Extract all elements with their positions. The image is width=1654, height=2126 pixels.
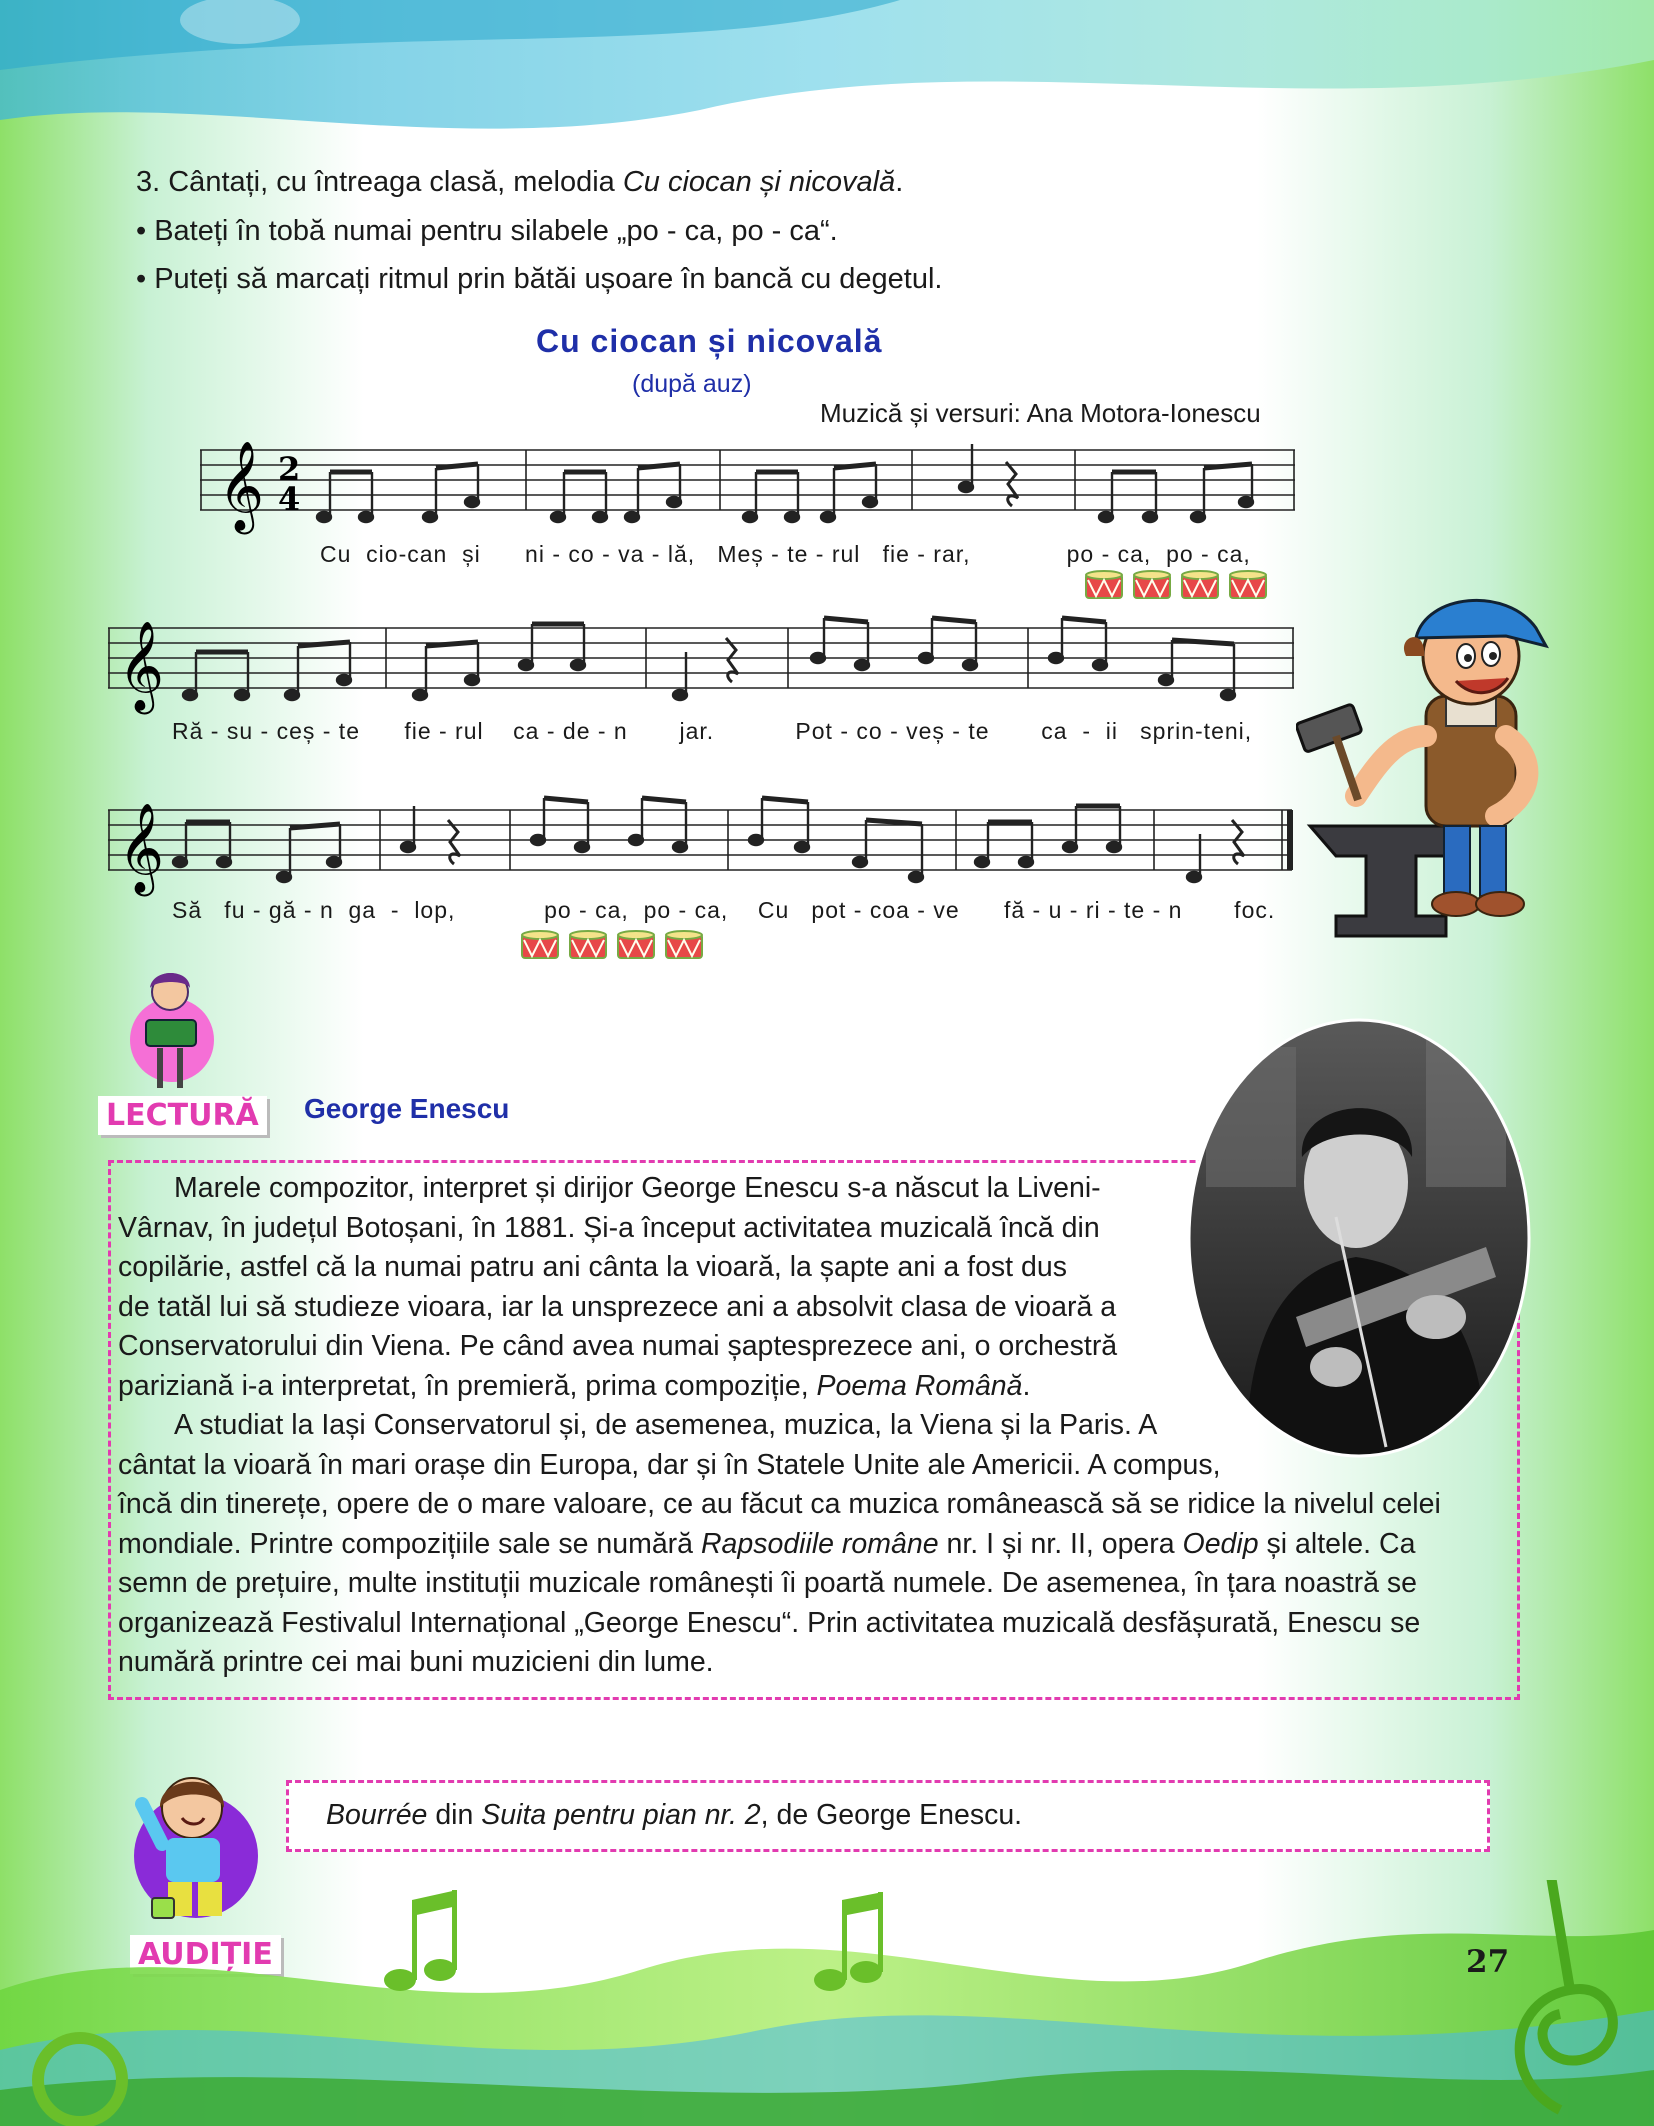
quarter-rest [448, 820, 460, 864]
drum-icon [1182, 571, 1218, 598]
lectura-badge: LECTURĂ [98, 1096, 267, 1135]
music-note-icon [384, 1890, 457, 1991]
reading-paragraph-2: A studiat la Iași Conservatorul și, de asemenea, muzica, la Viena și la Paris. A cântat la vioară în mari orașe din Europa, dar și în Statele Unite ale Americii. A compus, încă din tinerețe, opere de o mare valoare, ce au făcut ca muzica românească să se ridice la nivelul celei mondiale. Printre compozițiile sale se numără Rapsodiile române nr. I și nr. II, opera Oedip și altele. Ca semn de prețuire, multe instituții muzicale românești îi poartă numele. De asemenea, în țara noastră se organizează Festivalul Internațional „George Enescu“. Prin activitatea muzicală desfășurată, Enescu se numără printre cei mai buni muzicieni din lume. [118, 1409, 1441, 1678]
drums-row-1 [1082, 568, 1278, 604]
song-credit: Muzică și versuri: Ana Motora-Ionescu [820, 398, 1261, 428]
quarter-rest [726, 638, 738, 682]
drum-icon [522, 931, 558, 958]
treble-clef-icon: 𝄞 [118, 621, 165, 711]
drum-icon [1086, 571, 1122, 598]
lyrics-line-1: Cu cio-can și ni - co - va - lă, Meș - te - rul fie - rar, po - ca, po - ca, [320, 541, 1251, 567]
music-staff-1 [200, 420, 1300, 540]
song-subtitle: (după auz) [632, 370, 752, 398]
svg-text:2: 2 [278, 450, 301, 488]
eighth-notes-m1 [317, 464, 479, 522]
audition-text: Bourrée din Suita pentru pian nr. 2, de George Enescu. [326, 1799, 1023, 1831]
treble-clef-icon: 𝄞 [118, 803, 165, 893]
drum-icon [570, 931, 606, 958]
lectura-title: George Enescu [304, 1093, 510, 1124]
drum-icon [1230, 571, 1266, 598]
bottom-wave-decoration [0, 1880, 1654, 2126]
drums-row-2 [518, 928, 714, 964]
music-staff-2 [108, 600, 1308, 720]
instruction-line-3: • Puteți să marcați ritmul prin bătăi ușoare în bancă cu degetul. [136, 263, 943, 295]
instruction-line-2: • Bateți în tobă numai pentru silabele „po - ca, po - ca“. [136, 215, 838, 247]
blacksmith-illustration [1296, 586, 1564, 946]
treble-clef-icon: 𝄞 [218, 441, 265, 531]
eighth-notes-m2 [551, 464, 681, 522]
auditie-badge: AUDIȚIE [130, 1935, 281, 1974]
song-title: Cu ciocan și nicovală [536, 323, 883, 359]
svg-text:4: 4 [278, 480, 301, 518]
quarter-note-m4 [959, 444, 973, 492]
eighth-notes-m3 [743, 464, 877, 522]
drum-icon [666, 931, 702, 958]
reading-girl-icon [116, 968, 222, 1096]
page-number: 27 [1466, 1944, 1510, 1980]
top-wave-decoration [0, 0, 1654, 170]
quarter-rest-m4 [1006, 462, 1018, 506]
drum-icon [618, 931, 654, 958]
reading-paragraph-1: Marele compozitor, interpret și dirijor George Enescu s-a născut la Liveni- Vârnav, în județul Botoșani, în 1881. Și-a început activitatea muzicală încă din copilărie, astfel că la numai patru ani cânta la vioară, la șapte ani a fost dus de tatăl lui să studieze vioara, iar la unsprezece ani a absolvit clasa de vioară a Conservatorului din Viena. Pe când avea numai șaptesprezece ani, o orchestră pariziană i-a interpretat, în premieră, prima compoziție, Poema Română. [118, 1172, 1118, 1402]
george-enescu-portrait [1186, 1017, 1532, 1459]
drum-icon [1134, 571, 1170, 598]
lyrics-line-2: Ră - su - ceș - te fie - rul ca - de - n jar. Pot - co - veș - te ca - ii sprin-teni, [172, 718, 1253, 744]
quarter-rest [1232, 820, 1244, 864]
music-staff-3 [108, 780, 1308, 900]
instruction-line-1: 3. Cântați, cu întreaga clasă, melodia Cu ciocan și nicovală. [136, 166, 904, 198]
lyrics-line-3: Să fu - gă - n ga - lop, po - ca, po - ca, Cu pot - coa - ve fă - u - ri - te - n foc. [172, 897, 1276, 923]
eighth-notes-m5 [1099, 464, 1253, 522]
